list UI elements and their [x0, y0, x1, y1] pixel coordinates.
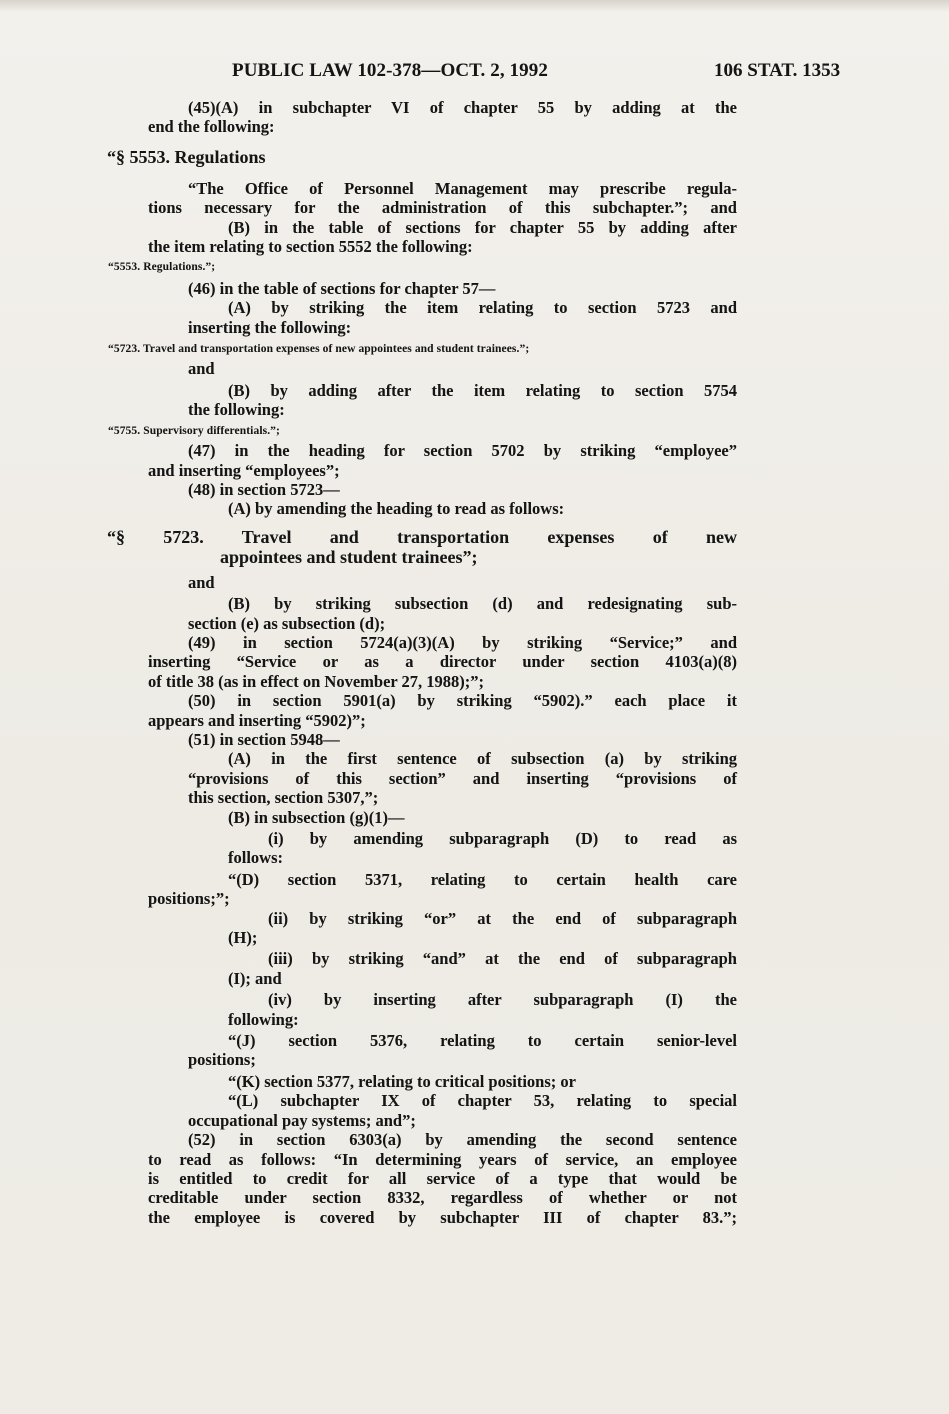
body-line: this section, section 5307,”;: [188, 788, 379, 808]
body-line: is entitled to credit for all service of a type that would be: [148, 1168, 737, 1188]
body-line: and: [188, 572, 215, 592]
body-line: (iv) by inserting after subparagraph (I) the: [268, 990, 737, 1010]
body-line: (49) in section 5724(a)(3)(A) by striking “Service;” and: [188, 632, 737, 652]
body-line: “(D) section 5371, relating to certain health care: [228, 869, 737, 889]
body-line: the employee is covered by subchapter III of chapter 83.”;: [148, 1207, 737, 1227]
body-line: (51) in section 5948—: [188, 729, 340, 749]
body-line: tions necessary for the administration of this subchapter.”; and: [148, 198, 737, 218]
body-line: (A) in the first sentence of subsection (a) by striking: [228, 749, 737, 769]
body-line: the following:: [188, 400, 285, 420]
body-line: (A) by amending the heading to read as follows:: [228, 499, 565, 519]
body-line: “(L) subchapter IX of chapter 53, relating to special: [228, 1091, 737, 1111]
body-line: to read as follows: “In determining years of service, an employee: [148, 1149, 737, 1169]
body-line: “The Office of Personnel Management may prescribe regula-: [188, 178, 737, 198]
body-line: of title 38 (as in effect on November 27, 1988);”;: [148, 671, 485, 691]
body-line: (50) in section 5901(a) by striking “5902).” each place it: [188, 691, 737, 711]
body-line: (iii) by striking “and” at the end of subparagraph: [268, 949, 737, 969]
table-entry: “5755. Supervisory differentials.”;: [108, 424, 280, 437]
table-entry: “5553. Regulations.”;: [108, 261, 216, 274]
body-line: inserting the following:: [188, 317, 352, 337]
body-line: (A) by striking the item relating to section 5723 and: [228, 298, 737, 318]
section-heading: “§ 5553. Regulations: [107, 146, 266, 167]
body-line: following:: [228, 1009, 299, 1029]
body-line: (i) by amending subparagraph (D) to read as: [268, 829, 737, 848]
body-line: (45)(A) in subchapter VI of chapter 55 by adding at the: [188, 98, 737, 117]
body-line: inserting “Service or as a director under section 4103(a)(8): [148, 652, 737, 672]
body-line: section (e) as subsection (d);: [188, 613, 386, 633]
body-line: creditable under section 8332, regardless of whether or not: [148, 1188, 737, 1208]
body-line: occupational pay systems; and”;: [188, 1110, 416, 1130]
body-line: (B) in subsection (g)(1)—: [228, 807, 405, 827]
body-line: (B) by adding after the item relating to section 5754: [228, 380, 737, 400]
section-heading-continued: appointees and student trainees”;: [220, 546, 478, 567]
document-body: [107, 98, 737, 1227]
section-heading: “§ 5723. Travel and transportation expenses of new: [107, 526, 737, 547]
body-line: (47) in the heading for section 5702 by striking “employee”: [188, 441, 737, 461]
body-line: the item relating to section 5552 the following:: [148, 237, 473, 257]
scan-edge: [0, 0, 949, 12]
body-line: (H);: [228, 928, 258, 948]
body-line: appears and inserting “5902)”;: [148, 710, 366, 730]
body-line: “provisions of this section” and inserting “provisions of: [188, 768, 737, 788]
body-line: (46) in the table of sections for chapter 57—: [188, 278, 496, 298]
body-line: (I); and: [228, 968, 282, 988]
body-line: (ii) by striking “or” at the end of subparagraph: [268, 908, 737, 928]
body-line: (48) in section 5723—: [188, 479, 340, 499]
body-line: follows:: [228, 848, 283, 868]
body-line: and inserting “employees”;: [148, 460, 340, 480]
body-line: and: [188, 359, 215, 379]
body-line: positions;: [188, 1050, 256, 1070]
page-header-title: PUBLIC LAW 102-378—OCT. 2, 1992: [232, 60, 548, 81]
body-line: end the following:: [148, 117, 275, 137]
body-line: (B) in the table of sections for chapter 55 by adding after: [228, 217, 737, 237]
body-line: (52) in section 6303(a) by amending the second sentence: [188, 1130, 737, 1150]
body-line: “(K) section 5377, relating to critical positions; or: [228, 1071, 576, 1091]
body-line: “(J) section 5376, relating to certain senior-level: [228, 1031, 737, 1051]
body-line: positions;”;: [148, 889, 230, 909]
table-entry: “5723. Travel and transportation expenses of new appointees and student trainees.”;: [108, 343, 530, 356]
body-line: (B) by striking subsection (d) and redesignating sub-: [228, 594, 737, 614]
page-header-stat: 106 STAT. 1353: [714, 60, 841, 81]
